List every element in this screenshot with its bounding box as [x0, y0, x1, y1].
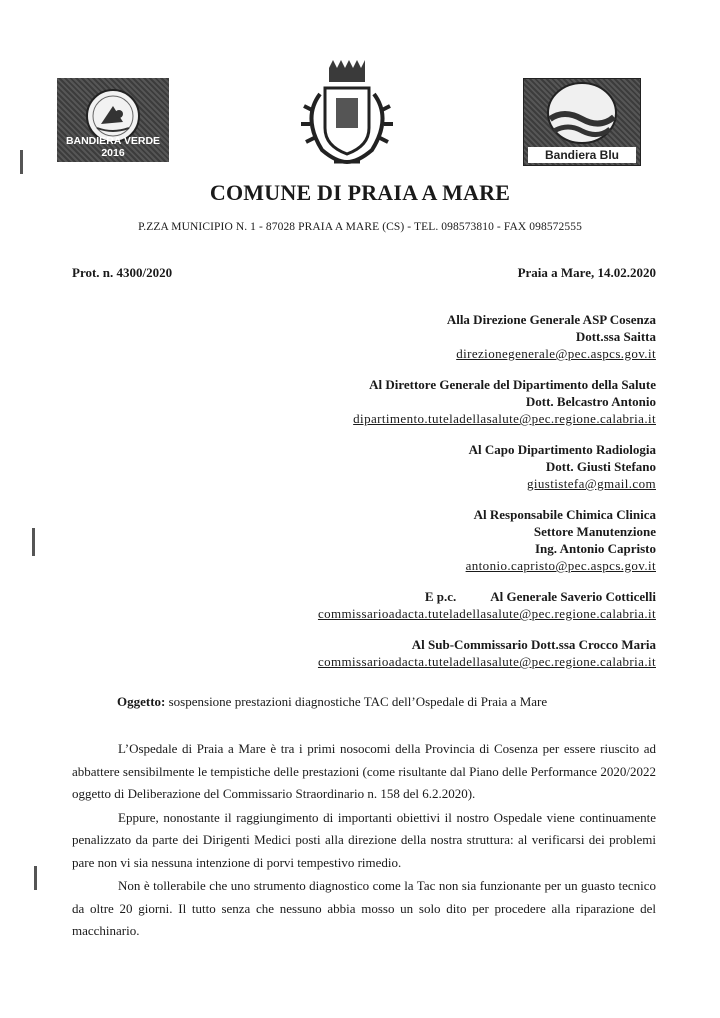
municipal-crest-icon	[284, 58, 410, 170]
recipient-email-link[interactable]: giustistefa@gmail.com	[526, 476, 656, 491]
logo-left-caption: BANDIERA VERDE 2016	[65, 135, 161, 159]
cc-recipient: Al Sub-Commissario Dott.ssa Crocco Maria	[411, 637, 656, 652]
municipality-address: P.ZZA MUNICIPIO N. 1 - 87028 PRAIA A MARE (CS) - TEL. 098573810 - FAX 098572555	[138, 221, 582, 233]
recipient-line: Dott.ssa Saitta	[575, 329, 656, 344]
bandiera-blu-logo	[523, 78, 641, 166]
subject-text: sospensione prestazioni diagnostiche TAC dell’Ospedale di Praia a Mare	[168, 694, 548, 709]
recipient-block	[96, 441, 656, 492]
cc-email-link[interactable]: commissarioadacta.tuteladellasalute@pec.regione.calabria.it	[317, 606, 656, 621]
letter-body	[72, 738, 656, 944]
recipient-line: Al Capo Dipartimento Radiologia	[468, 442, 656, 457]
place-date: Praia a Mare, 14.02.2020	[517, 265, 656, 280]
recipient-line: Al Direttore Generale del Dipartimento della Salute	[369, 377, 656, 392]
cc-block	[96, 636, 656, 670]
cc-email-link[interactable]: commissarioadacta.tuteladellasalute@pec.regione.calabria.it	[317, 654, 656, 669]
body-paragraph: Non è tollerabile che uno strumento diagnostico come la Tac non sia funzionante per un guasto tecnico da oltre 20 giorni. Il tutto senza che nessuno abbia mosso un solo dito per procedere alla riparazione del macchinario.	[72, 878, 656, 938]
recipient-line: Dott. Giusti Stefano	[545, 459, 656, 474]
recipient-email-link[interactable]: dipartimento.tuteladellasalute@pec.regione.calabria.it	[353, 411, 656, 426]
subject-label: Oggetto:	[117, 694, 166, 709]
cc-row	[96, 588, 656, 605]
cc-label: E p.c.	[424, 589, 457, 604]
recipient-block	[96, 311, 656, 362]
recipient-block	[96, 506, 656, 574]
scan-mark	[32, 528, 35, 556]
recipient-email-link[interactable]: direzionegenerale@pec.aspcs.gov.it	[456, 346, 656, 361]
recipient-email-link[interactable]: antonio.capristo@pec.aspcs.gov.it	[465, 558, 656, 573]
municipality-title: COMUNE DI PRAIA A MARE	[209, 180, 511, 205]
recipient-line: Al Responsabile Chimica Clinica	[473, 507, 656, 522]
body-paragraph: L’Ospedale di Praia a Mare è tra i primi nosocomi della Provincia di Cosenza per essere riuscito ad abbattere sensibilmente le tempistiche delle prestazioni (come risultante dal Piano delle Performance 2020/2022 oggetto di Deliberazione del Commissario Straordinario n. 158 del 6.2.2020).	[72, 741, 656, 801]
subject-line	[117, 694, 547, 710]
recipient-line: Settore Manutenzione	[533, 524, 656, 539]
cc-recipient: Al Generale Saverio Cotticelli	[490, 589, 656, 604]
body-paragraph: Eppure, nonostante il raggiungimento di importanti obiettivi il nostro Ospedale viene continuamente penalizzato da parte dei Dirigenti Medici posti alla direzione della nostra struttura: al verificarsi dei problemi pare non vi sia nessuna intenzione di porvi tempestivo rimedio.	[72, 809, 656, 870]
protocol-number: Prot. n. 4300/2020	[72, 265, 173, 280]
recipient-line: Dott. Belcastro Antonio	[525, 394, 656, 409]
bandiera-blu-emblem-icon	[524, 79, 640, 147]
recipient-line: Ing. Antonio Capristo	[535, 541, 656, 556]
recipients-list	[96, 311, 656, 684]
recipient-block	[96, 376, 656, 427]
scan-mark	[20, 150, 23, 174]
cc-block	[96, 588, 656, 622]
recipient-line: Alla Direzione Generale ASP Cosenza	[446, 312, 656, 327]
logo-right-caption: Bandiera Blu	[528, 147, 636, 163]
scan-mark	[34, 866, 37, 890]
bandiera-verde-logo	[57, 78, 169, 162]
